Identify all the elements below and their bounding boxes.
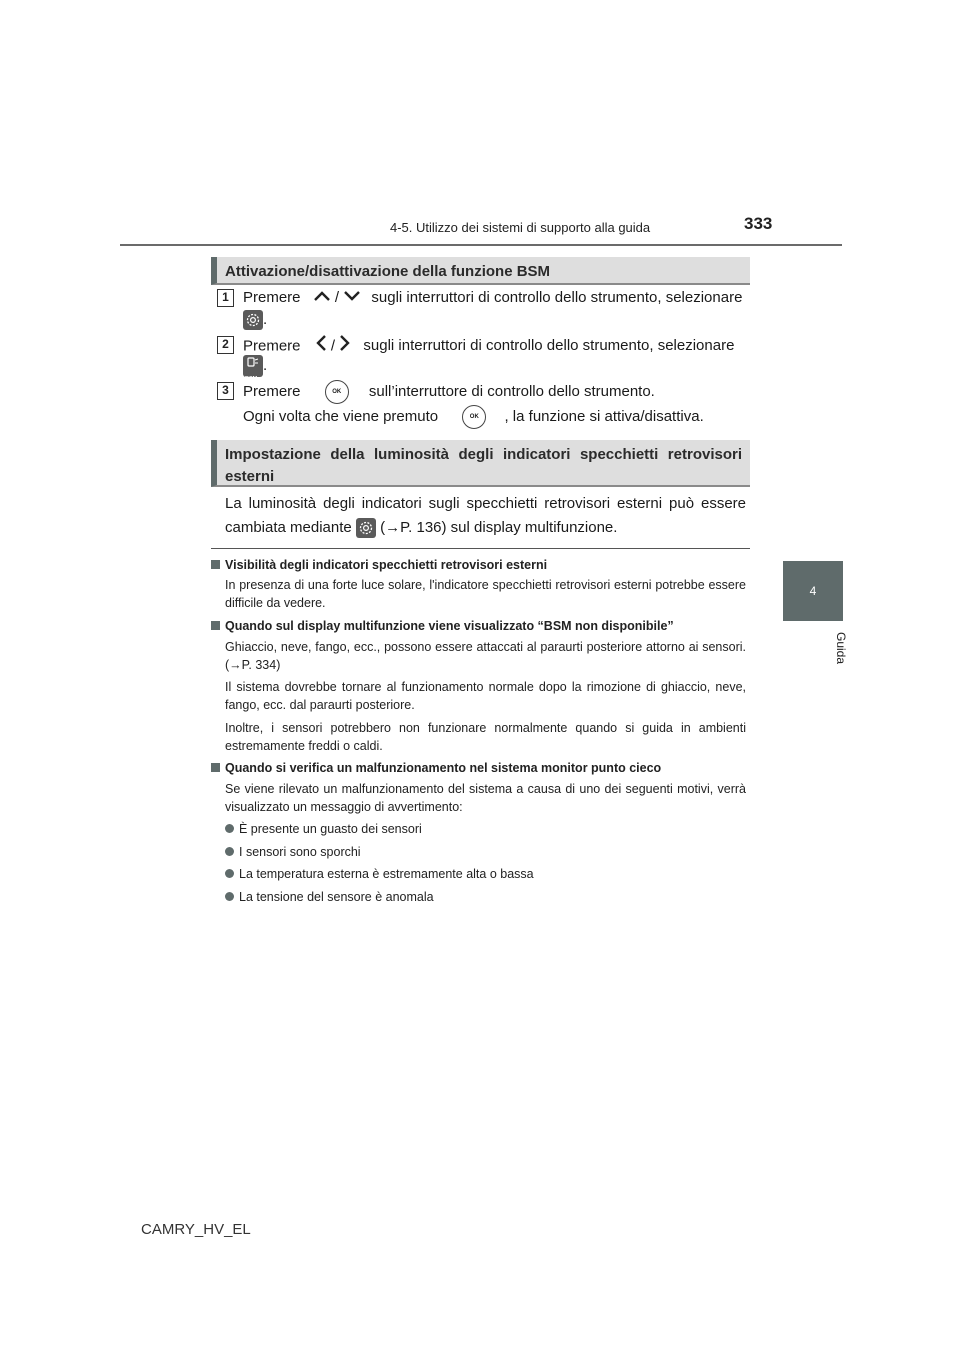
- note-paragraph: Se viene rilevato un malfunzionamento del sistema a causa di uno dei seguenti motivi, verrà visualizzato un messaggio di avvertimento:: [225, 782, 746, 814]
- bsm-icon-text: BSM: [245, 376, 258, 383]
- list-item: [225, 867, 534, 881]
- page-number: 333: [744, 214, 773, 233]
- step-number-1: 1: [217, 289, 234, 307]
- note-paragraph: Il sistema dovrebbe tornare al funzionamento normale dopo la rimozione di ghiaccio, neve, fango, ecc. dal paraurti posteriore.: [225, 680, 746, 712]
- step-3-note-pre: Ogni volta che viene premuto: [243, 407, 439, 425]
- bsm-icon: [243, 355, 263, 383]
- list-item: [225, 822, 422, 836]
- brightness-pre: cambiata mediante: [225, 519, 352, 536]
- note-paragraph: Inoltre, i sensori potrebbero non funzionare normalmente quando si guida in ambienti estremamente freddi o caldi.: [225, 721, 746, 753]
- list-item-text: I sensori sono sporchi: [239, 845, 361, 859]
- gear-icon: [356, 518, 376, 538]
- section-heading-line1: Impostazione della luminosità degli indicatori specchietti retrovisori: [225, 446, 742, 463]
- brightness-line1: La luminosità degli indicatori sugli specchietti retrovisori esterni può essere: [225, 495, 746, 512]
- list-item-text: La temperatura esterna è estremamente alta o bassa: [239, 867, 534, 881]
- list-item: [225, 845, 361, 859]
- gear-icon: [243, 310, 263, 330]
- step-1-pre: Premere: [243, 289, 301, 306]
- note-heading-text: Quando sul display multifunzione viene visualizzato “BSM non disponibile”: [225, 619, 674, 633]
- square-bullet-icon: [211, 560, 220, 569]
- note-heading-text: Visibilità degli indicatori specchietti retrovisori esterni: [225, 558, 548, 572]
- step-2-end: .: [263, 357, 268, 374]
- brightness-line2: [225, 516, 746, 540]
- chevron-down-icon: [343, 287, 361, 309]
- list-item-text: La tensione del sensore è anomala: [239, 890, 434, 904]
- step-1-separator: /: [334, 289, 340, 306]
- running-header: 4-5. Utilizzo dei sistemi di supporto alla guida: [390, 220, 651, 235]
- step-3-text: [243, 380, 655, 404]
- list-item: [225, 890, 434, 904]
- step-3-pre: Premere: [243, 382, 301, 400]
- note-heading-malfunction: [211, 761, 661, 775]
- step-2-pre: Premere: [243, 337, 301, 355]
- step-2-separator: /: [330, 337, 336, 355]
- round-bullet-icon: [225, 892, 234, 901]
- chevron-right-icon: [339, 334, 351, 359]
- chapter-tab: [783, 561, 843, 621]
- step-2-line2: [243, 355, 268, 383]
- step-3-post: sull’interruttore di controllo dello strumento.: [368, 382, 655, 400]
- note-heading-text: Quando si verifica un malfunzionamento nel sistema monitor punto cieco: [225, 761, 662, 775]
- step-1-line2: [243, 309, 267, 331]
- chevron-left-icon: [315, 334, 327, 359]
- chapter-number: 4: [809, 584, 817, 598]
- chapter-label-text: Guida: [834, 631, 848, 665]
- step-3-note-post: , la funzione si attiva/disattiva.: [504, 407, 704, 425]
- ok-button-icon: OK: [325, 380, 349, 404]
- round-bullet-icon: [225, 824, 234, 833]
- list-item-text: È presente un guasto dei sensori: [239, 822, 422, 836]
- step-2-text: [243, 334, 734, 359]
- note-heading-bsm-unavailable: [211, 619, 674, 633]
- square-bullet-icon: [211, 763, 220, 772]
- chapter-label: [778, 628, 848, 668]
- step-2-post: sugli interruttori di controllo dello strumento, selezionare: [363, 337, 735, 355]
- section-heading-bsm-toggle: Attivazione/disattivazione della funzione BSM: [211, 257, 750, 285]
- step-3-note: [243, 405, 704, 429]
- footer-model-code: CAMRY_HV_EL: [141, 1221, 251, 1238]
- step-1-text: [243, 287, 742, 309]
- brightness-post: (→P. 136) sul display multifunzione.: [380, 519, 618, 536]
- step-1-post: sugli interruttori di controllo dello strumento, selezionare: [371, 289, 743, 306]
- note-paragraph: In presenza di una forte luce solare, l'indicatore specchietti retrovisori esterni potrebbe essere difficile da vedere.: [225, 578, 746, 610]
- step-number-2: 2: [217, 336, 234, 354]
- header-rule: [120, 244, 842, 246]
- ok-button-icon: OK: [462, 405, 486, 429]
- chevron-up-icon: [313, 287, 331, 309]
- section-heading-brightness: [211, 440, 750, 487]
- square-bullet-icon: [211, 621, 220, 630]
- round-bullet-icon: [225, 869, 234, 878]
- step-1-end: .: [263, 311, 268, 328]
- brightness-paragraph: [225, 492, 746, 540]
- notes-divider: [211, 548, 750, 549]
- round-bullet-icon: [225, 847, 234, 856]
- note-heading-visibility: [211, 558, 547, 572]
- note-paragraph: Ghiaccio, neve, fango, ecc., possono essere attaccati al paraurti posteriore attorno ai sensori. (→P. 334): [225, 640, 746, 672]
- section-heading-line2: esterni: [225, 468, 275, 485]
- step-number-3: 3: [217, 382, 234, 400]
